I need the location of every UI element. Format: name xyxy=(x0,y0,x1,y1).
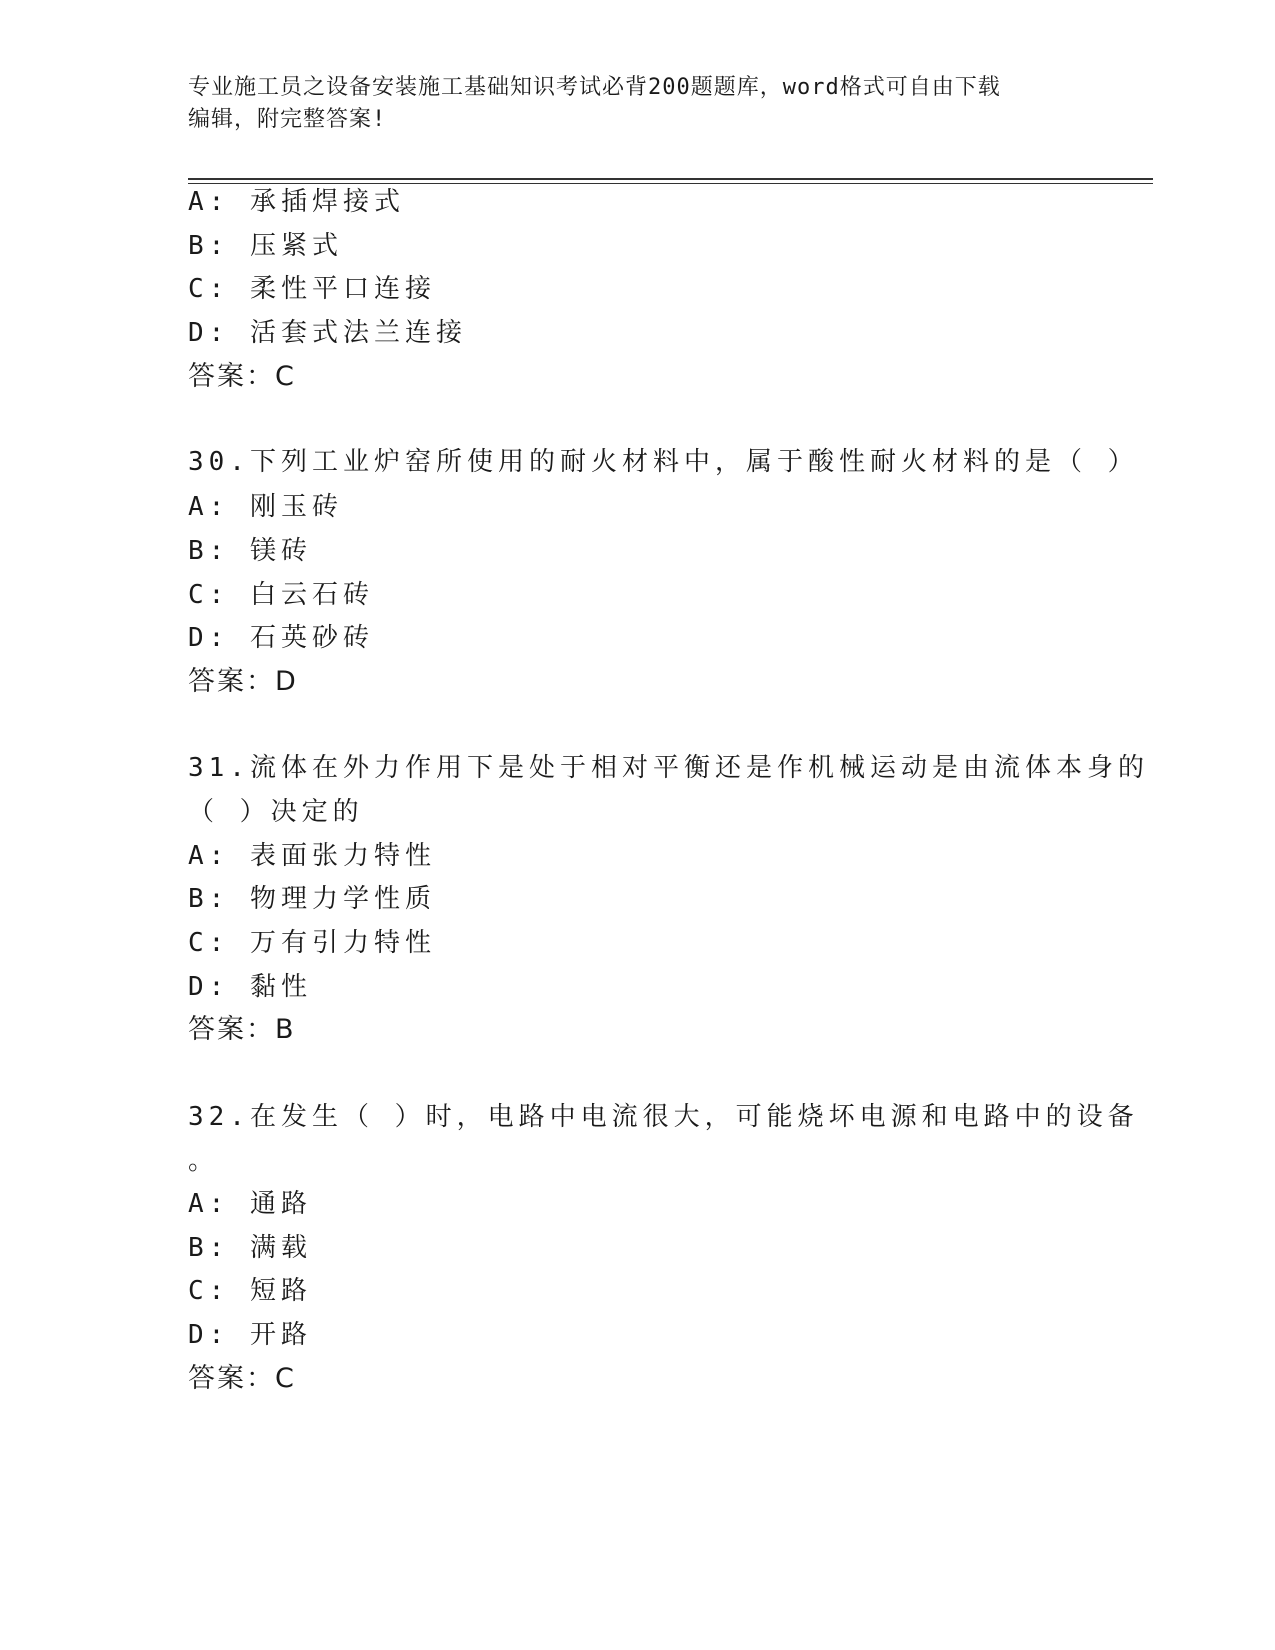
q32-question-line-1: 32.在发生（ ）时，电路中电流很大，可能烧坏电源和电路中的设备 xyxy=(188,1102,1139,1132)
q32-option-a: A: 通路 xyxy=(188,1189,312,1219)
header-divider-thin xyxy=(188,183,1153,184)
q30-question: 30.下列工业炉窑所使用的耐火材料中，属于酸性耐火材料的是（ ） xyxy=(188,447,1139,477)
q29-option-d: D: 活套式法兰连接 xyxy=(188,318,467,348)
q31-option-d: D: 黏性 xyxy=(188,972,312,1002)
q29-option-c: C: 柔性平口连接 xyxy=(188,274,436,304)
q30-option-a: A: 刚玉砖 xyxy=(188,492,343,522)
header-line-1: 专业施工员之设备安装施工基础知识考试必背200题题库，word格式可自由下载 xyxy=(188,75,1001,100)
q32-option-d: D: 开路 xyxy=(188,1320,312,1350)
q31-option-b: B: 物理力学性质 xyxy=(188,884,436,914)
q31-option-c: C: 万有引力特性 xyxy=(188,928,436,958)
q29-option-b: B: 压紧式 xyxy=(188,231,343,261)
q31-question-line-1: 31.流体在外力作用下是处于相对平衡还是作机械运动是由流体本身的 xyxy=(188,753,1149,783)
q30-option-c: C: 白云石砖 xyxy=(188,580,374,610)
q30-answer: 答案：D xyxy=(188,666,298,697)
q32-question-line-2: 。 xyxy=(188,1146,220,1176)
q31-question-line-2: （ ）决定的 xyxy=(188,797,364,827)
q30-option-b: B: 镁砖 xyxy=(188,536,312,566)
q32-option-b: B: 满载 xyxy=(188,1233,312,1263)
q31-option-a: A: 表面张力特性 xyxy=(188,841,436,871)
header-line-2: 编辑，附完整答案! xyxy=(188,107,387,132)
q31-answer: 答案：B xyxy=(188,1014,296,1045)
q29-answer: 答案：C xyxy=(188,361,296,392)
q30-option-d: D: 石英砂砖 xyxy=(188,623,374,653)
q32-answer: 答案：C xyxy=(188,1363,296,1394)
header-divider-thick xyxy=(188,178,1153,180)
q32-option-c: C: 短路 xyxy=(188,1276,312,1306)
document-header xyxy=(188,72,1088,136)
q29-option-a: A: 承插焊接式 xyxy=(188,187,405,217)
